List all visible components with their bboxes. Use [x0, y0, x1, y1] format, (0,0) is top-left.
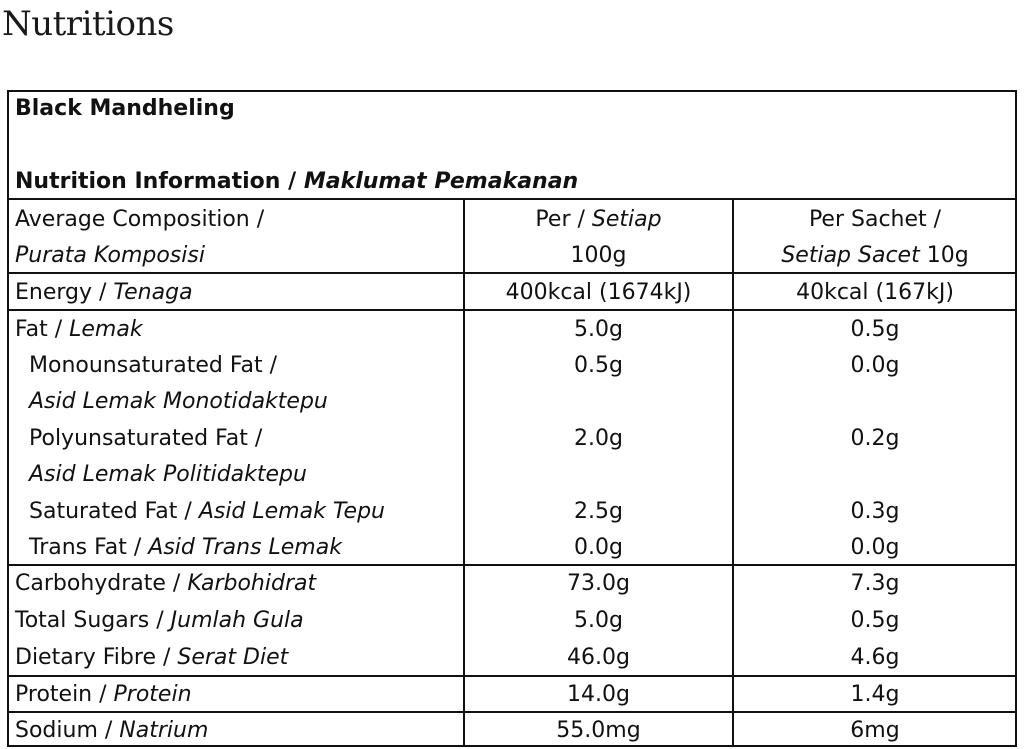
table-row	[9, 566, 1015, 602]
value-per-100g: 46.0g	[567, 645, 630, 670]
value-per-sachet: 0.0g	[850, 353, 900, 378]
table-title-block	[9, 92, 1015, 200]
value-per-100g: 2.5g	[574, 499, 623, 524]
nutrient-label-my: Jumlah Gula	[170, 608, 304, 633]
header-col2: Per Sachet /	[808, 207, 942, 232]
header-label-my: Purata Komposisi	[15, 243, 205, 268]
nutrient-label	[15, 677, 192, 713]
table-row	[9, 275, 1015, 311]
nutrient-label-my: Asid Lemak Monotidaktepu	[29, 389, 328, 414]
nutrient-label-en: Protein /	[15, 682, 114, 707]
value-per-sachet: 0.2g	[850, 426, 900, 451]
value-per-sachet: 1.4g	[850, 682, 900, 707]
value-per-sachet: 0.3g	[850, 499, 900, 524]
value-per-100g: 0.5g	[574, 353, 623, 378]
table-row	[9, 603, 1015, 639]
value-per-100g: 55.0mg	[556, 718, 641, 743]
nutrient-label-en: Sodium /	[15, 718, 120, 743]
nutrient-label-my: Karbohidrat	[187, 571, 317, 596]
nutrient-label-en: Carbohydrate /	[15, 571, 188, 596]
table-row	[9, 713, 1015, 749]
header-col1-en: Per /	[535, 207, 592, 232]
value-per-sachet: 40kcal (167kJ)	[796, 280, 954, 305]
table-row	[9, 677, 1015, 713]
value-per-sachet: 0.0g	[850, 535, 900, 560]
header-label-en: Average Composition /	[15, 207, 265, 232]
table-bottom-border	[7, 745, 1017, 747]
header-col1-my: Setiap	[591, 207, 662, 232]
value-per-100g: 400kcal (1674kJ)	[505, 280, 692, 305]
nutrient-label	[15, 640, 288, 676]
table-row	[9, 494, 1015, 530]
nutrient-label-en: Dietary Fibre /	[15, 645, 178, 670]
value-per-100g: 5.0g	[574, 317, 623, 342]
nutrient-label	[29, 530, 342, 566]
nutrient-label-en: Saturated Fat /	[29, 499, 199, 524]
nutrient-label-en: Polyunsaturated Fat /	[29, 426, 263, 451]
table-row	[9, 530, 1015, 566]
value-per-100g: 14.0g	[567, 682, 630, 707]
table-row	[9, 312, 1015, 348]
nutrient-label-my: Serat Diet	[177, 645, 289, 670]
nutrient-label-en: Monounsaturated Fat /	[29, 353, 278, 378]
nutrient-label-en: Total Sugars /	[15, 608, 171, 633]
table-heading	[15, 169, 578, 194]
table-row	[9, 640, 1015, 676]
nutrient-label-en: Trans Fat /	[29, 535, 149, 560]
header-row	[9, 202, 1015, 238]
value-per-100g: 2.0g	[574, 426, 623, 451]
nutrient-label	[15, 275, 193, 311]
value-per-sachet: 0.5g	[850, 317, 900, 342]
nutrient-label-my: Asid Trans Lemak	[148, 535, 342, 560]
value-per-sachet: 0.5g	[850, 608, 900, 633]
product-name: Black Mandheling	[15, 96, 235, 121]
nutrient-label-en: Fat /	[15, 317, 70, 342]
header-col2-en: 10g	[919, 243, 969, 268]
nutrient-label-my: Protein	[113, 682, 192, 707]
header-col1-unit: 100g	[570, 243, 627, 268]
table-heading-my: Maklumat Pemakanan	[303, 169, 579, 194]
header-col1	[465, 202, 732, 238]
nutrient-label-my: Asid Lemak Tepu	[198, 499, 385, 524]
row-divider	[9, 272, 1015, 274]
page-title: Nutritions	[2, 4, 174, 44]
header-row	[9, 238, 1015, 274]
value-per-100g: 5.0g	[574, 608, 623, 633]
table-row	[9, 348, 1015, 384]
value-per-sachet: 7.3g	[850, 571, 900, 596]
nutrition-table	[7, 90, 1017, 745]
nutrient-label	[15, 713, 208, 749]
table-row	[9, 421, 1015, 457]
nutrient-label-my: Lemak	[69, 317, 143, 342]
nutrient-label-en: Energy /	[15, 280, 114, 305]
nutrient-label	[15, 566, 316, 602]
nutrient-label	[15, 312, 143, 348]
value-per-100g: 0.0g	[574, 535, 623, 560]
value-per-sachet: 4.6g	[850, 645, 900, 670]
header-col2-unit	[734, 238, 1016, 274]
nutrient-label	[29, 494, 385, 530]
table-heading-en: Nutrition Information /	[15, 169, 304, 194]
table-row	[9, 457, 1015, 493]
row-divider	[9, 309, 1015, 311]
nutrient-label-my: Natrium	[119, 718, 209, 743]
nutrient-label	[15, 603, 304, 639]
header-col2-my: Setiap Sacet	[781, 243, 920, 268]
table-row	[9, 384, 1015, 420]
nutrient-label-my: Tenaga	[113, 280, 193, 305]
nutrient-label-my: Asid Lemak Politidaktepu	[29, 462, 307, 487]
value-per-sachet: 6mg	[850, 718, 900, 743]
value-per-100g: 73.0g	[567, 571, 630, 596]
